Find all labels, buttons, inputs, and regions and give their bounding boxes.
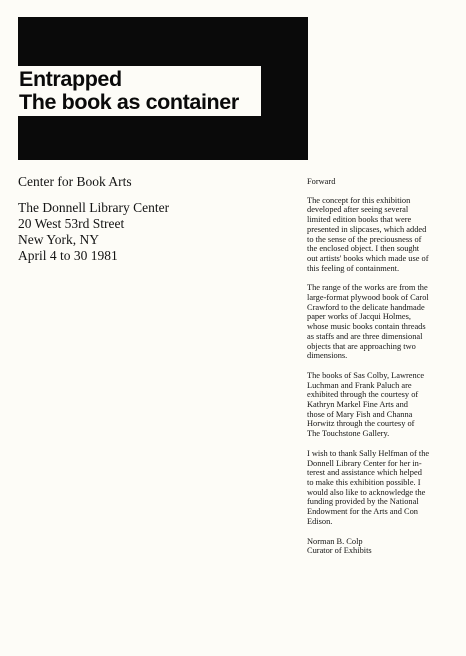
- text-line: as staffs and are three dimensional: [307, 331, 423, 341]
- text-line: limited edition books that were: [307, 215, 412, 225]
- text-line: whose music books contain threads: [307, 322, 426, 332]
- exhibition-info: [18, 174, 258, 264]
- text-line: to the sense of the preciousness of: [307, 234, 422, 244]
- text-line: Horwitz through the courtesy of: [307, 419, 415, 429]
- foreword-paragraph-2: [307, 283, 459, 361]
- curator-name: Norman B. Colp: [307, 536, 363, 546]
- text-line: Endowment for the Arts and Con: [307, 507, 418, 517]
- venue-details: [18, 200, 258, 264]
- curator-title: Curator of Exhibits: [307, 546, 372, 556]
- text-line: developed after seeing several: [307, 205, 409, 215]
- venue-name: The Donnell Library Center: [18, 200, 170, 215]
- text-line: terest and assistance which helped: [307, 468, 422, 478]
- text-line: to make this exhibition possible. I: [307, 477, 421, 487]
- text-line: the enclosed object. I then sought: [307, 244, 420, 254]
- foreword-paragraph-4: [307, 449, 459, 527]
- text-line: Edison.: [307, 516, 333, 526]
- organization-name: Center for Book Arts: [18, 174, 132, 189]
- text-line: Luchman and Frank Paluch are: [307, 380, 412, 390]
- title-strip: [18, 66, 261, 116]
- exhibition-dates: April 4 to 30 1981: [18, 248, 118, 263]
- text-line: Donnell Library Center for her in-: [307, 458, 422, 468]
- text-line: funding provided by the National: [307, 497, 419, 507]
- venue-street: 20 West 53rd Street: [18, 216, 125, 231]
- text-line: out artists' books which made use of: [307, 253, 429, 263]
- text-line: paper works of Jacqui Holmes,: [307, 312, 411, 322]
- text-line: would also like to acknowledge the: [307, 487, 426, 497]
- text-line: those of Mary Fish and Channa: [307, 409, 413, 419]
- title-line-1: Entrapped: [19, 67, 122, 91]
- text-line: this feeling of containment.: [307, 263, 400, 273]
- text-line: objects that are approaching two: [307, 341, 416, 351]
- foreword-paragraph-1: [307, 196, 459, 274]
- foreword-paragraph-3: [307, 371, 459, 439]
- text-line: The range of the works are from the: [307, 283, 428, 293]
- text-line: dimensions.: [307, 351, 348, 361]
- title-line-2: The book as container: [19, 90, 239, 114]
- foreword-column: [307, 177, 459, 556]
- text-line: exhibited through the courtesy of: [307, 390, 419, 400]
- text-line: The Touchstone Gallery.: [307, 429, 390, 439]
- curator-signature: [307, 537, 459, 556]
- text-line: large-format plywood book of Carol: [307, 293, 429, 303]
- text-line: presented in slipcases, which added: [307, 224, 427, 234]
- text-line: I wish to thank Sally Helfman of the: [307, 448, 430, 458]
- foreword-heading: Forward: [307, 177, 336, 186]
- title-block: [18, 17, 308, 160]
- text-line: The concept for this exhibition: [307, 195, 411, 205]
- venue-city: New York, NY: [18, 232, 100, 247]
- text-line: Kathryn Markel Fine Arts and: [307, 400, 408, 410]
- text-line: The books of Sas Colby, Lawrence: [307, 370, 425, 380]
- text-line: Crawford to the delicate handmade: [307, 302, 425, 312]
